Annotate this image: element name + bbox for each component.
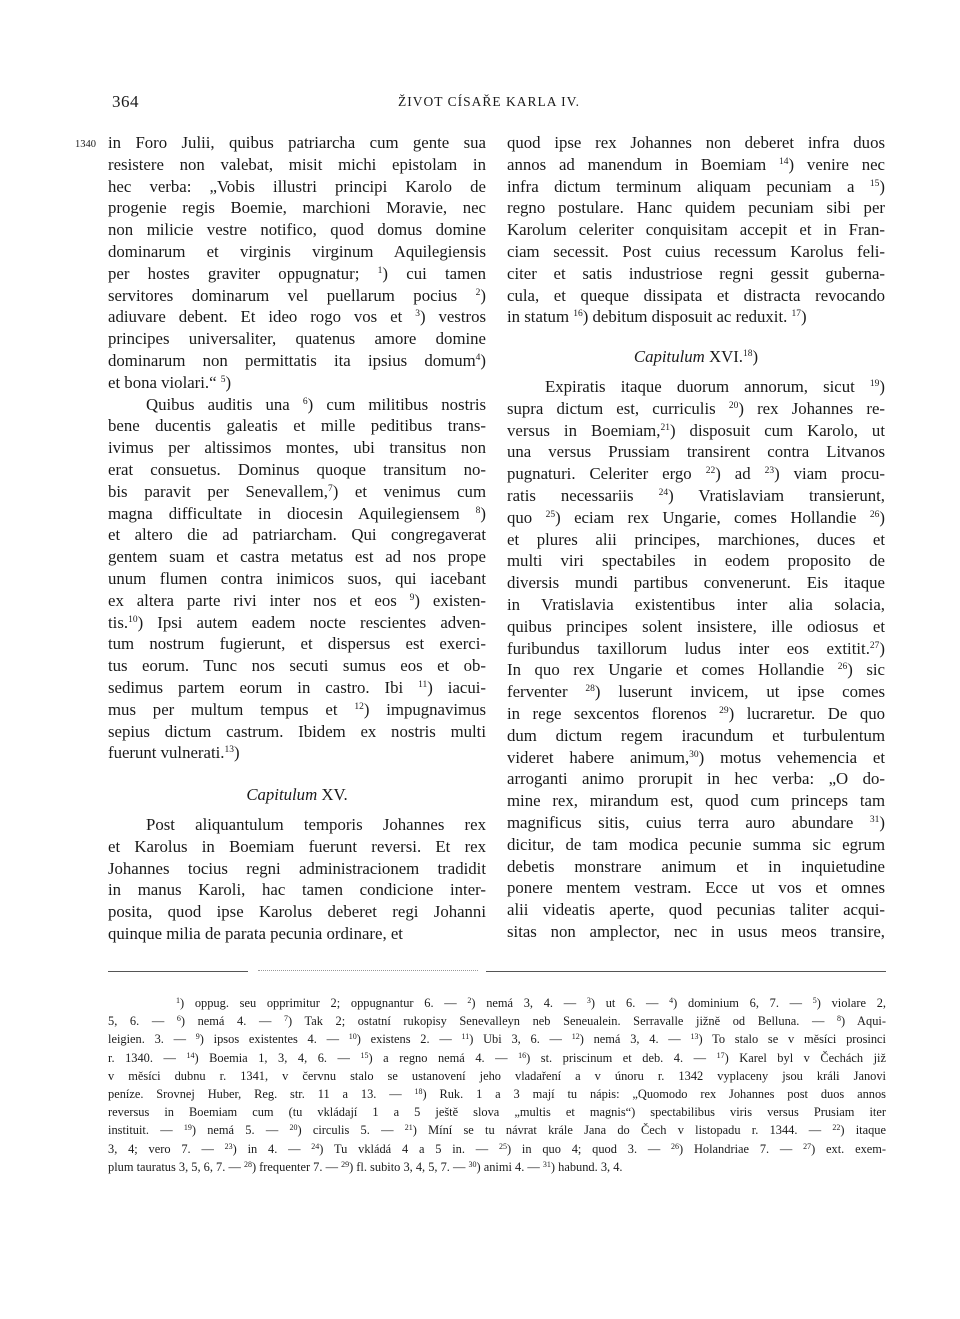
text-line: mine rex, mirandum est, quod cum princeps tam	[507, 791, 885, 811]
text-line: hec verba: „Vobis illustri principi Karolo de	[108, 176, 486, 196]
text-line: progenie regis Boemie, marchioni Moravie, nec	[108, 198, 486, 218]
text-line: cula, et queque dissipata et distracta revocando	[507, 285, 885, 305]
text-line: in Vratislavia existentibus inter alia solacia,	[507, 594, 885, 614]
text-line: regno postulare. Hanc quidem pecuniam sibi per	[507, 198, 885, 218]
text-line: tis.$^{10}$) Ipsi autem eadem nocte rescientes adven-	[108, 612, 486, 632]
text-line: diversis mundi partibus convenerunt. Eis itaque	[507, 573, 885, 593]
text-line: quibus principes solent insistere, ille odiosus et	[507, 616, 885, 636]
left-column	[108, 132, 486, 945]
footnote-rule-right	[486, 971, 886, 972]
text-line: gentem suam et castra metatus est ad nos prope	[108, 547, 486, 567]
text-line: dominarum non permittatis ita ipsius domum$^4$)	[108, 350, 486, 370]
right-column	[507, 132, 885, 943]
text-line: debetis monstrare animum et in inquietudine	[507, 856, 885, 876]
text-line: in Foro Julii, quibus patriarcha cum gente sua	[108, 133, 486, 152]
text-line: magnificus sitis, cuius terra auro abundare $^{31}$)	[507, 812, 885, 832]
text-line: Karolum celeriter conquisitam accepit et in Fran-	[507, 220, 885, 240]
chapter-heading: Capitulum XVI.$^{18}$)	[633, 347, 759, 367]
text-line: Post aliquantulum temporis Johannes rex	[146, 814, 486, 834]
text-line: bis paravit per Senevallem,$^7$) et venimus cum	[108, 481, 486, 501]
text-line: ferventer $^{28}$) luserunt invicem, ut ipse comes	[507, 682, 885, 702]
text-line: bene ducentis galeatis et mille peditibus trans-	[108, 416, 486, 436]
text-line: in statum $^{16}$) debitum disposuit ac reduxit. $^{17}$)	[507, 307, 807, 327]
text-line: quod ipse rex Johannes non deberet infra duos	[507, 133, 885, 152]
text-line: Expiratis itaque duorum annorum, sicut $^{19}$)	[545, 376, 885, 396]
text-line: arroganti animo prorupit in hec verba: „O do-	[507, 769, 885, 789]
footnote-line: 3, 4; vero 7. — $^{23}$) in 4. — $^{24}$) Tu vkládá 4 a 5 in. — $^{25}$) in quo 4; quod 3. — $^{26}$) Holandriae 7. — $^{27}$) ext. exem-	[108, 1141, 887, 1156]
text-line: pugnaturi. Celeriter ergo $^{22}$) ad $^{23}$) viam procu-	[507, 464, 885, 484]
text-line: quo $^{25}$) eciam rex Ungarie, comes Hollandie $^{26}$)	[507, 507, 885, 527]
text-line: et bona violari.“ $^5$)	[108, 372, 232, 392]
text-line: dominarum et virginis virginum Aquilegiensis	[108, 241, 486, 261]
text-line: In quo rex Ungarie et comes Hollandie $^{26}$) sic	[507, 660, 885, 680]
text-line: ponere mentem vestram. Ecce ut vos et omnes	[507, 878, 885, 898]
text-line: ex altera parte rivi inter nos et eos $^9$) existen-	[108, 590, 487, 610]
footnote-line: instituit. — $^{19}$) nemá 5. — $^{20}$) circulis 5. — $^{21}$) Míní se tu návrat krále Jana do Čech v listopadu r. 1344. — $^{22}$) itaque	[108, 1123, 887, 1138]
text-line: erat consuetus. Dominus quoque transitum no-	[108, 459, 486, 479]
margin-year: 1340	[75, 139, 96, 150]
text-line: Quibus auditis una $^6$) cum militibus nostris	[146, 394, 487, 414]
text-line: principes universaliter, quatenus amore domine	[108, 329, 486, 349]
footnote-line: r. 1340. — $^{14}$) Boemia 1, 3, 4, 6. — $^{15}$) a regno nemá 4. — $^{16}$) st. priscinum et deb. 4. — $^{17}$) Karel byl v Čechách již	[108, 1050, 887, 1065]
footnote-line: plum tauratus 3, 5, 6, 7. — $^{28}$) frequenter 7. — $^{29}$) fl. subito 3, 4, 5, 7. — $^{30}$) animi 4. — $^{31}$) habund. 3, 4.	[108, 1159, 623, 1174]
text-line: servitores dominarum vel puellarum pocius $^2$)	[108, 285, 486, 305]
text-line: quinque milia de parata pecunia ordinare, et	[108, 923, 403, 943]
text-line: annos ad manendum in Boemiam $^{14}$) venire nec	[507, 154, 885, 174]
running-title: ŽIVOT CÍSAŘE KARLA IV.	[398, 94, 581, 109]
text-line: versus in Boemiam,$^{21}$) disposuit cum Karolo, ut	[507, 420, 885, 440]
footnote-line: leigien. 3. — $^9$) ipsos existentes 4. — $^{10}$) existens 2. — $^{11}$) Ubi 3, 6. — $^{12}$) nemá 3, 4. — $^{13}$) To stalo se v měsíci prosinci	[108, 1032, 886, 1047]
page-number: 364	[112, 92, 139, 111]
text-line: fuerunt vulnerati.$^{13}$)	[108, 743, 240, 763]
text-line: videret habere animum,$^{30}$) motus vehemencia et	[507, 747, 885, 767]
text-line: sedimus partem eorum in castro. Ibi $^{11}$) iacui-	[108, 677, 486, 697]
footnote-line: 5, 6. — $^6$) nemá 4. — $^7$) Tak 2; ostatní rukopisy Senevalleyn neb Seneualein. Serravalle jižně od Belluna. — $^8$) Aqui-	[108, 1014, 886, 1029]
text-line: sitas non amplector, nec in usus meos transire,	[507, 921, 885, 941]
footnote-line: $^1$) oppug. seu opprimitur 2; oppugnantur 6. — $^2$) nemá 3, 4. — $^3$) ut 6. — $^4$) dominium 6, 7. — $^5$) violare 2,	[176, 996, 887, 1010]
text-line: dicitur, de tam modica pecunie summa sic egrum	[507, 834, 885, 854]
chapter-heading: Capitulum XV.	[246, 785, 348, 805]
footnote-rule-dotted	[258, 970, 478, 971]
text-line: non milicie vestre notifico, quod domus domine	[108, 220, 486, 240]
text-line: Johannes tocius regni administracionem tradidit	[108, 858, 486, 878]
footnotes	[108, 994, 886, 1176]
text-line: unum flumen contra inimicos suos, qui iacebant	[108, 568, 486, 588]
text-line: alii videatis aperte, quod pecunias taliter acqui-	[507, 900, 885, 920]
text-line: ivimus per altissimos montes, ubi transitus non	[108, 438, 486, 458]
text-line: multi viri spectabiles in eodem proposito de	[507, 551, 885, 571]
text-line: una versus Prussiam transirent contra Litvanos	[507, 442, 885, 462]
footnote-rule-left	[108, 971, 248, 972]
text-line: per hostes graviter oppugnatur; $^1$) cui tamen	[108, 263, 486, 283]
footnote-line: reversus in Boemiam cum (tu vkládají 1 a 5 ještě slova „multis et magnis“) spectabilibus viris versus Prusiam iter	[108, 1105, 886, 1120]
text-line: sepius dictum castrum. Ibidem ex nostris multi	[108, 721, 486, 741]
text-line: citer et satis industriose regni gessit guberna-	[507, 263, 885, 283]
text-line: dum dictum regem iracundum et turbulentum	[507, 725, 885, 745]
footnote-line: peníze. Srovnej Huber, Reg. str. 11 a 13. — $^{18}$) Ruk. 1 a 3 mají tu nápis: „Quomodo rex Johannes post duos annos	[108, 1086, 887, 1101]
text-line: infra dictum terminum aliquam pecuniam a $^{15}$)	[507, 176, 885, 196]
text-line: magna difficultate in diocesin Aquilegiensem $^8$)	[108, 503, 486, 523]
text-line: tum nostrum fugierunt, et dispersus est exerci-	[108, 634, 486, 654]
text-line: posita, quod ipse Karolus deberet regi Johanni	[108, 902, 486, 922]
text-line: mus per multum tempus et $^{12}$) impugnavimus	[108, 699, 486, 719]
text-line: adiuvare debent. Et ideo rogo vos et $^3$) vestros	[108, 307, 486, 327]
text-line: resistere non valebat, misit michi epistolam in	[108, 154, 486, 174]
text-line: furibundus taxillorum ludus inter eos extitit.$^{27}$)	[507, 638, 885, 658]
text-line: et altero die ad patriarcham. Qui congregaverat	[108, 525, 486, 545]
text-line: et plures alii principes, marchiones, duces et	[507, 529, 885, 549]
text-line: ciam secessit. Post cuius recessum Karolus feli-	[507, 241, 885, 261]
text-line: in manus Karoli, hac tamen condicione inter-	[108, 880, 486, 900]
text-line: supra dictum est, curriculis $^{20}$) rex Johannes re-	[507, 398, 886, 418]
text-line: tus eorum. Tunc nos secuti sumus eos et ob-	[108, 656, 486, 676]
footnote-line: v měsíci dubnu r. 1341, v červnu stalo se ustanovení jeho vladaření a v únoru r. 1342 vyplaceny jsou králi Janovi	[108, 1068, 886, 1083]
text-line: in rege sexcentos florenos $^{29}$) lucraretur. De quo	[507, 703, 885, 723]
text-line: et Karolus in Boemiam fuerunt reversi. Et rex	[108, 836, 486, 856]
text-line: ratis necessariis $^{24}$) Vratislaviam transierunt,	[507, 485, 885, 505]
